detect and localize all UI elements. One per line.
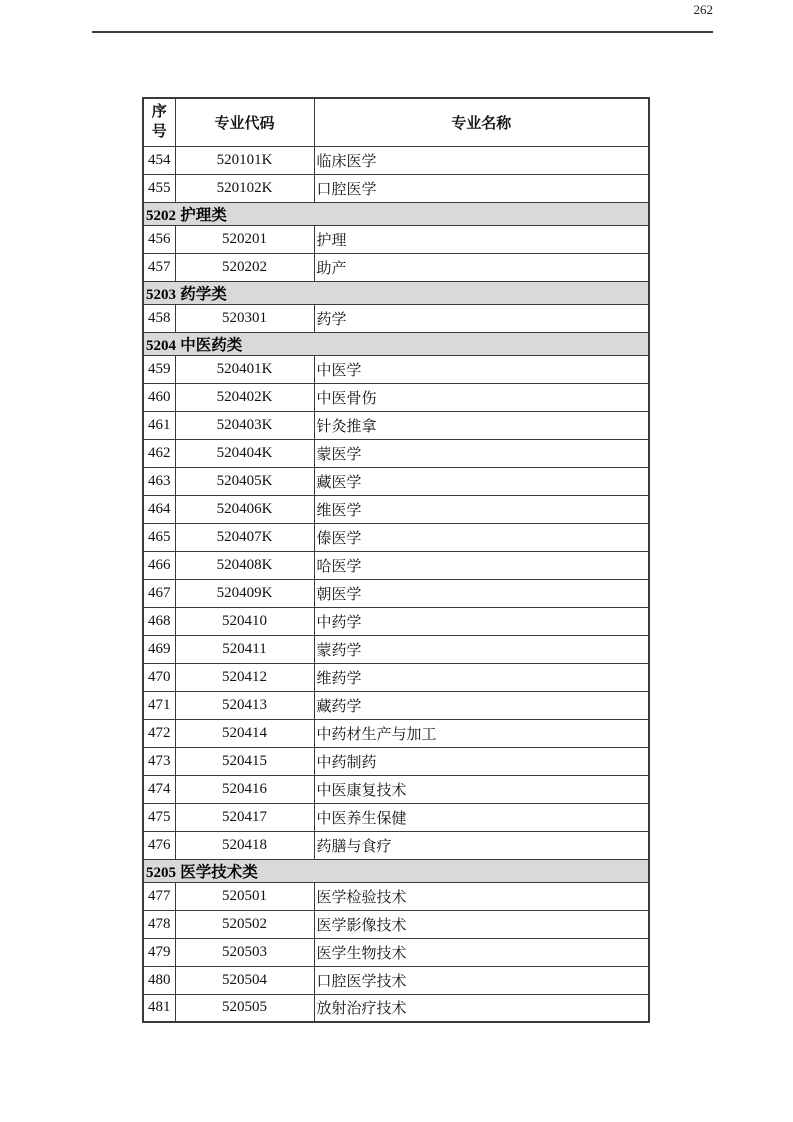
- section-title: 中医药类: [176, 336, 243, 354]
- major-code-cell: 520413: [175, 691, 314, 719]
- table-row: [143, 579, 649, 607]
- major-name-cell: 藏医学: [314, 467, 649, 495]
- section-title: 药学类: [176, 285, 227, 303]
- section-header-cell: [143, 332, 649, 355]
- major-name-cell: 中医康复技术: [314, 775, 649, 803]
- major-name-cell: 口腔医学: [314, 174, 649, 202]
- major-name-cell: 中医骨伤: [314, 383, 649, 411]
- major-name-cell: 医学检验技术: [314, 882, 649, 910]
- major-name-cell: 傣医学: [314, 523, 649, 551]
- major-code-cell: 520501: [175, 882, 314, 910]
- section-code: 5204: [146, 337, 176, 354]
- major-code-cell: 520201: [175, 225, 314, 253]
- page-number: 262: [693, 2, 713, 17]
- major-code-cell: 520416: [175, 775, 314, 803]
- header-cell-no: 序号: [143, 98, 175, 146]
- major-name-cell: 药学: [314, 304, 649, 332]
- table-row: [143, 355, 649, 383]
- major-code-cell: 520301: [175, 304, 314, 332]
- section-header-cell: [143, 202, 649, 225]
- table-row: [143, 831, 649, 859]
- row-number-cell: 478: [143, 910, 175, 938]
- major-code-cell: 520406K: [175, 495, 314, 523]
- table-row: [143, 225, 649, 253]
- table-row: [143, 253, 649, 281]
- section-code: 5205: [146, 864, 176, 881]
- section-header-cell: [143, 859, 649, 882]
- table-row: [143, 994, 649, 1022]
- major-code-cell: 520502: [175, 910, 314, 938]
- section-header-row: [143, 859, 649, 882]
- table-row: [143, 719, 649, 747]
- row-number-cell: 463: [143, 467, 175, 495]
- major-name-cell: 口腔医学技术: [314, 966, 649, 994]
- major-name-cell: 临床医学: [314, 146, 649, 174]
- row-number-cell: 465: [143, 523, 175, 551]
- major-code-cell: 520202: [175, 253, 314, 281]
- row-number-cell: 479: [143, 938, 175, 966]
- table-row: [143, 146, 649, 174]
- table-row: [143, 803, 649, 831]
- major-name-cell: 维医学: [314, 495, 649, 523]
- row-number-cell: 462: [143, 439, 175, 467]
- table-row: [143, 551, 649, 579]
- major-name-cell: 医学生物技术: [314, 938, 649, 966]
- table-row: [143, 663, 649, 691]
- major-code-cell: 520408K: [175, 551, 314, 579]
- major-code-cell: 520414: [175, 719, 314, 747]
- major-name-cell: 中药材生产与加工: [314, 719, 649, 747]
- major-name-cell: 蒙医学: [314, 439, 649, 467]
- table-body: [143, 146, 649, 1022]
- row-number-cell: 476: [143, 831, 175, 859]
- major-code-cell: 520412: [175, 663, 314, 691]
- row-number-cell: 458: [143, 304, 175, 332]
- majors-table: [142, 97, 650, 1023]
- header-cell-code: 专业代码: [175, 98, 314, 146]
- header-rule: [92, 31, 713, 33]
- table-row: [143, 304, 649, 332]
- table-row: [143, 467, 649, 495]
- major-code-cell: 520403K: [175, 411, 314, 439]
- major-code-cell: 520415: [175, 747, 314, 775]
- row-number-cell: 469: [143, 635, 175, 663]
- row-number-cell: 457: [143, 253, 175, 281]
- major-name-cell: 医学影像技术: [314, 910, 649, 938]
- row-number-cell: 477: [143, 882, 175, 910]
- major-code-cell: 520102K: [175, 174, 314, 202]
- major-name-cell: 助产: [314, 253, 649, 281]
- row-number-cell: 466: [143, 551, 175, 579]
- major-name-cell: 中药制药: [314, 747, 649, 775]
- major-code-cell: 520411: [175, 635, 314, 663]
- major-name-cell: 中医养生保健: [314, 803, 649, 831]
- major-code-cell: 520405K: [175, 467, 314, 495]
- major-code-cell: 520101K: [175, 146, 314, 174]
- section-header-cell: [143, 281, 649, 304]
- table-row: [143, 174, 649, 202]
- table-row: [143, 775, 649, 803]
- row-number-cell: 475: [143, 803, 175, 831]
- table-row: [143, 747, 649, 775]
- major-name-cell: 放射治疗技术: [314, 994, 649, 1022]
- major-code-cell: 520407K: [175, 523, 314, 551]
- section-title: 医学技术类: [176, 863, 258, 881]
- table-row: [143, 635, 649, 663]
- table-header-row: [143, 98, 649, 146]
- major-name-cell: 中药学: [314, 607, 649, 635]
- section-code: 5202: [146, 207, 176, 224]
- major-name-cell: 朝医学: [314, 579, 649, 607]
- major-name-cell: 蒙药学: [314, 635, 649, 663]
- table-row: [143, 910, 649, 938]
- row-number-cell: 481: [143, 994, 175, 1022]
- section-header-row: [143, 202, 649, 225]
- table-row: [143, 523, 649, 551]
- row-number-cell: 467: [143, 579, 175, 607]
- major-code-cell: 520503: [175, 938, 314, 966]
- table-row: [143, 439, 649, 467]
- major-code-cell: 520401K: [175, 355, 314, 383]
- major-code-cell: 520504: [175, 966, 314, 994]
- row-number-cell: 471: [143, 691, 175, 719]
- section-code: 5203: [146, 286, 176, 303]
- row-number-cell: 459: [143, 355, 175, 383]
- table-row: [143, 966, 649, 994]
- section-title: 护理类: [176, 206, 227, 224]
- table-row: [143, 938, 649, 966]
- table-row: [143, 691, 649, 719]
- row-number-cell: 456: [143, 225, 175, 253]
- row-number-cell: 455: [143, 174, 175, 202]
- row-number-cell: 454: [143, 146, 175, 174]
- major-code-cell: 520404K: [175, 439, 314, 467]
- major-code-cell: 520409K: [175, 579, 314, 607]
- major-name-cell: 中医学: [314, 355, 649, 383]
- row-number-cell: 472: [143, 719, 175, 747]
- table-row: [143, 495, 649, 523]
- row-number-cell: 468: [143, 607, 175, 635]
- major-name-cell: 藏药学: [314, 691, 649, 719]
- major-code-cell: 520410: [175, 607, 314, 635]
- major-code-cell: 520417: [175, 803, 314, 831]
- row-number-cell: 473: [143, 747, 175, 775]
- row-number-cell: 460: [143, 383, 175, 411]
- row-number-cell: 464: [143, 495, 175, 523]
- row-number-cell: 480: [143, 966, 175, 994]
- major-code-cell: 520418: [175, 831, 314, 859]
- table-row: [143, 411, 649, 439]
- row-number-cell: 470: [143, 663, 175, 691]
- table-row: [143, 383, 649, 411]
- header-cell-name: 专业名称: [314, 98, 649, 146]
- major-name-cell: 护理: [314, 225, 649, 253]
- major-name-cell: 哈医学: [314, 551, 649, 579]
- section-header-row: [143, 281, 649, 304]
- row-number-cell: 474: [143, 775, 175, 803]
- major-code-cell: 520402K: [175, 383, 314, 411]
- row-number-cell: 461: [143, 411, 175, 439]
- section-header-row: [143, 332, 649, 355]
- table-row: [143, 882, 649, 910]
- major-code-cell: 520505: [175, 994, 314, 1022]
- major-name-cell: 药膳与食疗: [314, 831, 649, 859]
- major-name-cell: 维药学: [314, 663, 649, 691]
- major-name-cell: 针灸推拿: [314, 411, 649, 439]
- table-row: [143, 607, 649, 635]
